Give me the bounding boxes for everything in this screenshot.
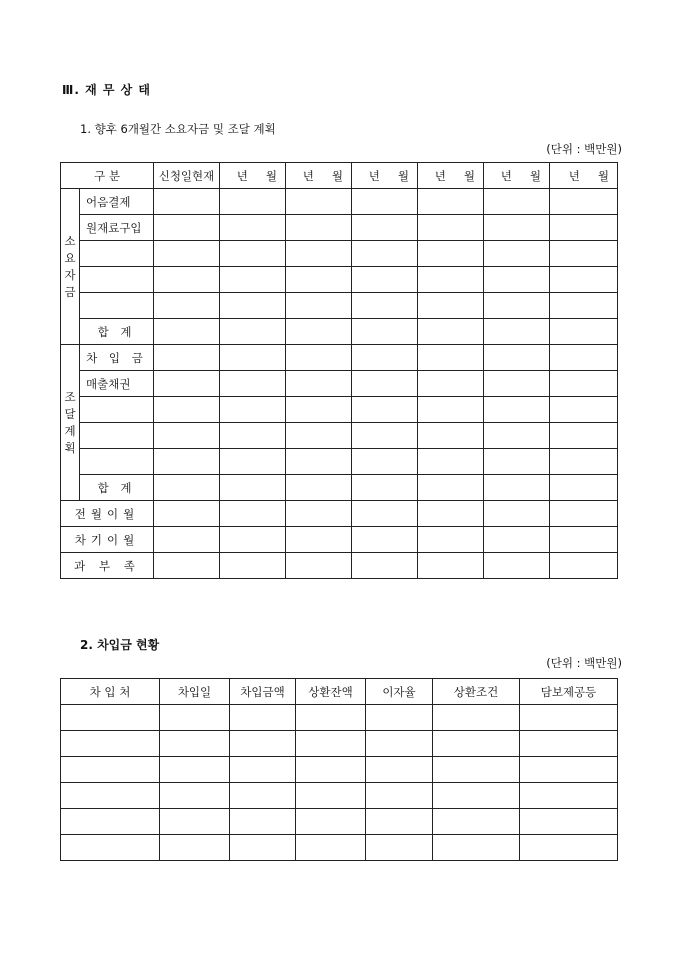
table-cell[interactable] bbox=[352, 475, 418, 501]
header-year-label: 년 bbox=[434, 168, 446, 183]
table-cell[interactable] bbox=[484, 241, 550, 267]
table-cell[interactable] bbox=[286, 527, 352, 553]
funding-plan-item-label bbox=[80, 423, 154, 449]
header-month-label: 월 bbox=[597, 168, 609, 183]
table-cell[interactable] bbox=[418, 553, 484, 579]
table-cell[interactable] bbox=[61, 809, 160, 835]
table-cell[interactable] bbox=[484, 397, 550, 423]
table-cell[interactable] bbox=[418, 423, 484, 449]
table-cell[interactable] bbox=[352, 345, 418, 371]
header-month-label: 월 bbox=[529, 168, 541, 183]
table-cell[interactable] bbox=[550, 241, 618, 267]
table-cell[interactable] bbox=[352, 449, 418, 475]
table-cell[interactable] bbox=[352, 189, 418, 215]
table-cell[interactable] bbox=[484, 501, 550, 527]
borrowings-table bbox=[60, 678, 618, 861]
table-cell[interactable] bbox=[154, 449, 220, 475]
table-cell[interactable] bbox=[230, 783, 296, 809]
table-cell[interactable] bbox=[220, 449, 286, 475]
table-cell[interactable] bbox=[484, 475, 550, 501]
table-cell[interactable] bbox=[220, 215, 286, 241]
table-cell[interactable] bbox=[352, 553, 418, 579]
table-cell[interactable] bbox=[286, 215, 352, 241]
table-cell[interactable] bbox=[286, 553, 352, 579]
borrowings-header: 차 입 처 bbox=[61, 679, 160, 705]
table-cell[interactable] bbox=[352, 293, 418, 319]
table-row bbox=[61, 241, 618, 267]
header-year-label: 년 bbox=[568, 168, 580, 183]
table-cell[interactable] bbox=[484, 527, 550, 553]
table-cell[interactable] bbox=[220, 397, 286, 423]
table-cell[interactable] bbox=[61, 783, 160, 809]
table-cell[interactable] bbox=[418, 293, 484, 319]
table-row bbox=[61, 809, 618, 835]
table-cell[interactable] bbox=[154, 345, 220, 371]
table-cell[interactable] bbox=[366, 835, 433, 861]
table-cell[interactable] bbox=[366, 809, 433, 835]
table-cell[interactable] bbox=[352, 397, 418, 423]
summary-row-label: 과 부 족 bbox=[61, 553, 154, 579]
table-cell[interactable] bbox=[520, 731, 618, 757]
table-cell[interactable] bbox=[154, 475, 220, 501]
table-cell[interactable] bbox=[154, 293, 220, 319]
table-cell[interactable] bbox=[550, 397, 618, 423]
borrowings-header: 이자율 bbox=[366, 679, 433, 705]
header-year-month bbox=[352, 163, 418, 189]
table-cell[interactable] bbox=[286, 501, 352, 527]
table-cell[interactable] bbox=[366, 731, 433, 757]
table-cell[interactable] bbox=[154, 501, 220, 527]
table-cell[interactable] bbox=[550, 475, 618, 501]
header-year-label: 년 bbox=[368, 168, 380, 183]
table-cell[interactable] bbox=[61, 705, 160, 731]
header-month-label: 월 bbox=[265, 168, 277, 183]
required-funds-item-label: 어음결제 bbox=[80, 189, 154, 215]
header-month-label: 월 bbox=[397, 168, 409, 183]
required-funds-label bbox=[61, 189, 80, 345]
table-row bbox=[61, 371, 618, 397]
table-row bbox=[61, 189, 618, 215]
table-cell[interactable] bbox=[433, 705, 520, 731]
table-cell[interactable] bbox=[286, 241, 352, 267]
table-cell[interactable] bbox=[286, 319, 352, 345]
table-cell[interactable] bbox=[352, 267, 418, 293]
table-cell[interactable] bbox=[520, 783, 618, 809]
table-cell[interactable] bbox=[220, 553, 286, 579]
table-cell[interactable] bbox=[418, 189, 484, 215]
table-cell[interactable] bbox=[352, 241, 418, 267]
table-cell[interactable] bbox=[550, 449, 618, 475]
table-cell[interactable] bbox=[286, 189, 352, 215]
section-title: Ⅲ. 재 무 상 태 bbox=[62, 83, 151, 97]
table-cell[interactable] bbox=[230, 731, 296, 757]
table-cell[interactable] bbox=[352, 215, 418, 241]
table-cell[interactable] bbox=[296, 731, 366, 757]
table-cell[interactable] bbox=[286, 475, 352, 501]
table-cell[interactable] bbox=[220, 345, 286, 371]
table-cell[interactable] bbox=[418, 371, 484, 397]
table-row bbox=[61, 397, 618, 423]
table-cell[interactable] bbox=[433, 731, 520, 757]
table-row bbox=[61, 215, 618, 241]
table-cell[interactable] bbox=[418, 267, 484, 293]
header-year-month bbox=[220, 163, 286, 189]
required-funds-label-text: 소요자금 bbox=[64, 233, 76, 299]
table-row bbox=[61, 345, 618, 371]
table-cell[interactable] bbox=[520, 835, 618, 861]
required-funds-item-label: 합 계 bbox=[80, 319, 154, 345]
header-category: 구 분 bbox=[61, 163, 154, 189]
table-cell[interactable] bbox=[160, 757, 230, 783]
table-cell[interactable] bbox=[230, 757, 296, 783]
table-cell[interactable] bbox=[550, 319, 618, 345]
table-cell[interactable] bbox=[418, 319, 484, 345]
table-cell[interactable] bbox=[160, 809, 230, 835]
table-cell[interactable] bbox=[418, 475, 484, 501]
header-month-label: 월 bbox=[331, 168, 343, 183]
table-row bbox=[61, 293, 618, 319]
table-cell[interactable] bbox=[484, 553, 550, 579]
table-cell[interactable] bbox=[154, 215, 220, 241]
borrowings-header: 차입일 bbox=[160, 679, 230, 705]
funding-plan-item-label bbox=[80, 397, 154, 423]
table-cell[interactable] bbox=[484, 371, 550, 397]
borrowings-unit-label: (단위 : 백만원) bbox=[546, 656, 622, 670]
funding-plan-label-text: 조달계획 bbox=[64, 389, 76, 455]
summary-row-label: 전월이월 bbox=[61, 501, 154, 527]
table-header-row bbox=[61, 679, 618, 705]
table-cell[interactable] bbox=[286, 449, 352, 475]
table-cell[interactable] bbox=[154, 527, 220, 553]
table-cell[interactable] bbox=[160, 835, 230, 861]
table-cell[interactable] bbox=[160, 705, 230, 731]
funding-plan-table bbox=[60, 162, 618, 579]
table-cell[interactable] bbox=[550, 527, 618, 553]
funding-plan-label bbox=[61, 345, 80, 501]
table-cell[interactable] bbox=[352, 501, 418, 527]
table-cell[interactable] bbox=[220, 475, 286, 501]
table-row bbox=[61, 423, 618, 449]
table-cell[interactable] bbox=[154, 319, 220, 345]
table-cell[interactable] bbox=[418, 345, 484, 371]
table-cell[interactable] bbox=[286, 371, 352, 397]
table-cell[interactable] bbox=[230, 705, 296, 731]
table-cell[interactable] bbox=[154, 189, 220, 215]
table-cell[interactable] bbox=[520, 809, 618, 835]
unit-label: (단위 : 백만원) bbox=[546, 142, 622, 156]
table-cell[interactable] bbox=[154, 267, 220, 293]
borrowings-header: 상환조건 bbox=[433, 679, 520, 705]
summary-row-label: 차기이월 bbox=[61, 527, 154, 553]
table-cell[interactable] bbox=[484, 345, 550, 371]
table-cell[interactable] bbox=[286, 345, 352, 371]
table-cell[interactable] bbox=[520, 757, 618, 783]
table-cell[interactable] bbox=[418, 527, 484, 553]
table-cell[interactable] bbox=[286, 423, 352, 449]
table-cell[interactable] bbox=[550, 371, 618, 397]
table-cell[interactable] bbox=[352, 371, 418, 397]
header-year-month bbox=[286, 163, 352, 189]
table-cell[interactable] bbox=[61, 835, 160, 861]
table-cell[interactable] bbox=[220, 189, 286, 215]
required-funds-item-label bbox=[80, 241, 154, 267]
header-month-label: 월 bbox=[463, 168, 475, 183]
funding-plan-title: 1. 향후 6개월간 소요자금 및 조달 계획 bbox=[80, 122, 276, 136]
table-row bbox=[61, 527, 618, 553]
table-cell[interactable] bbox=[366, 783, 433, 809]
table-row bbox=[61, 475, 618, 501]
borrowings-title: 2. 차입금 현황 bbox=[80, 638, 160, 652]
required-funds-item-label: 원재료구입 bbox=[80, 215, 154, 241]
table-cell[interactable] bbox=[220, 501, 286, 527]
table-row bbox=[61, 835, 618, 861]
table-cell[interactable] bbox=[433, 783, 520, 809]
table-cell[interactable] bbox=[220, 423, 286, 449]
funding-plan-item-label bbox=[80, 449, 154, 475]
header-year-month bbox=[550, 163, 618, 189]
table-cell[interactable] bbox=[418, 501, 484, 527]
table-cell[interactable] bbox=[484, 423, 550, 449]
table-cell[interactable] bbox=[418, 449, 484, 475]
header-current: 신청일현재 bbox=[154, 163, 220, 189]
required-funds-item-label bbox=[80, 267, 154, 293]
table-cell[interactable] bbox=[61, 757, 160, 783]
table-cell[interactable] bbox=[220, 527, 286, 553]
table-cell[interactable] bbox=[220, 267, 286, 293]
table-row bbox=[61, 449, 618, 475]
table-cell[interactable] bbox=[550, 293, 618, 319]
table-row bbox=[61, 731, 618, 757]
table-cell[interactable] bbox=[160, 783, 230, 809]
table-cell[interactable] bbox=[296, 705, 366, 731]
header-year-label: 년 bbox=[236, 168, 248, 183]
table-row bbox=[61, 783, 618, 809]
table-cell[interactable] bbox=[550, 267, 618, 293]
table-cell[interactable] bbox=[550, 189, 618, 215]
table-cell[interactable] bbox=[366, 705, 433, 731]
table-cell[interactable] bbox=[296, 757, 366, 783]
borrowings-header: 상환잔액 bbox=[296, 679, 366, 705]
table-cell[interactable] bbox=[352, 319, 418, 345]
table-cell[interactable] bbox=[230, 809, 296, 835]
table-row bbox=[61, 267, 618, 293]
table-cell[interactable] bbox=[433, 809, 520, 835]
table-cell[interactable] bbox=[154, 241, 220, 267]
table-cell[interactable] bbox=[286, 267, 352, 293]
table-cell[interactable] bbox=[550, 501, 618, 527]
table-cell[interactable] bbox=[352, 423, 418, 449]
table-cell[interactable] bbox=[230, 835, 296, 861]
table-cell[interactable] bbox=[154, 371, 220, 397]
table-row bbox=[61, 553, 618, 579]
table-cell[interactable] bbox=[550, 215, 618, 241]
funding-plan-item-label: 매출채권 bbox=[80, 371, 154, 397]
table-cell[interactable] bbox=[366, 757, 433, 783]
header-year-label: 년 bbox=[302, 168, 314, 183]
table-cell[interactable] bbox=[418, 215, 484, 241]
header-year-month bbox=[418, 163, 484, 189]
funding-plan-item-label: 합 계 bbox=[80, 475, 154, 501]
required-funds-item-label bbox=[80, 293, 154, 319]
table-cell[interactable] bbox=[154, 397, 220, 423]
table-cell[interactable] bbox=[220, 371, 286, 397]
table-cell[interactable] bbox=[286, 293, 352, 319]
table-cell[interactable] bbox=[352, 527, 418, 553]
table-cell[interactable] bbox=[220, 293, 286, 319]
borrowings-header: 담보제공등 bbox=[520, 679, 618, 705]
table-row bbox=[61, 705, 618, 731]
table-cell[interactable] bbox=[484, 449, 550, 475]
table-row bbox=[61, 757, 618, 783]
table-cell[interactable] bbox=[418, 241, 484, 267]
table-cell[interactable] bbox=[484, 293, 550, 319]
table-cell[interactable] bbox=[484, 319, 550, 345]
table-cell[interactable] bbox=[550, 423, 618, 449]
table-cell[interactable] bbox=[154, 553, 220, 579]
table-cell[interactable] bbox=[61, 731, 160, 757]
header-year-month bbox=[484, 163, 550, 189]
funding-plan-item-label: 차 입 금 bbox=[80, 345, 154, 371]
table-cell[interactable] bbox=[296, 835, 366, 861]
table-cell[interactable] bbox=[550, 553, 618, 579]
table-cell[interactable] bbox=[220, 241, 286, 267]
header-year-label: 년 bbox=[500, 168, 512, 183]
table-cell[interactable] bbox=[550, 345, 618, 371]
table-cell[interactable] bbox=[433, 835, 520, 861]
table-cell[interactable] bbox=[286, 397, 352, 423]
table-cell[interactable] bbox=[296, 783, 366, 809]
table-cell[interactable] bbox=[433, 757, 520, 783]
table-header-row bbox=[61, 163, 618, 189]
table-cell[interactable] bbox=[418, 397, 484, 423]
table-cell[interactable] bbox=[484, 215, 550, 241]
table-cell[interactable] bbox=[296, 809, 366, 835]
borrowings-header: 차입금액 bbox=[230, 679, 296, 705]
table-cell[interactable] bbox=[484, 267, 550, 293]
table-cell[interactable] bbox=[520, 705, 618, 731]
table-row bbox=[61, 319, 618, 345]
table-cell[interactable] bbox=[220, 319, 286, 345]
table-cell[interactable] bbox=[154, 423, 220, 449]
table-cell[interactable] bbox=[160, 731, 230, 757]
table-cell[interactable] bbox=[484, 189, 550, 215]
table-row bbox=[61, 501, 618, 527]
